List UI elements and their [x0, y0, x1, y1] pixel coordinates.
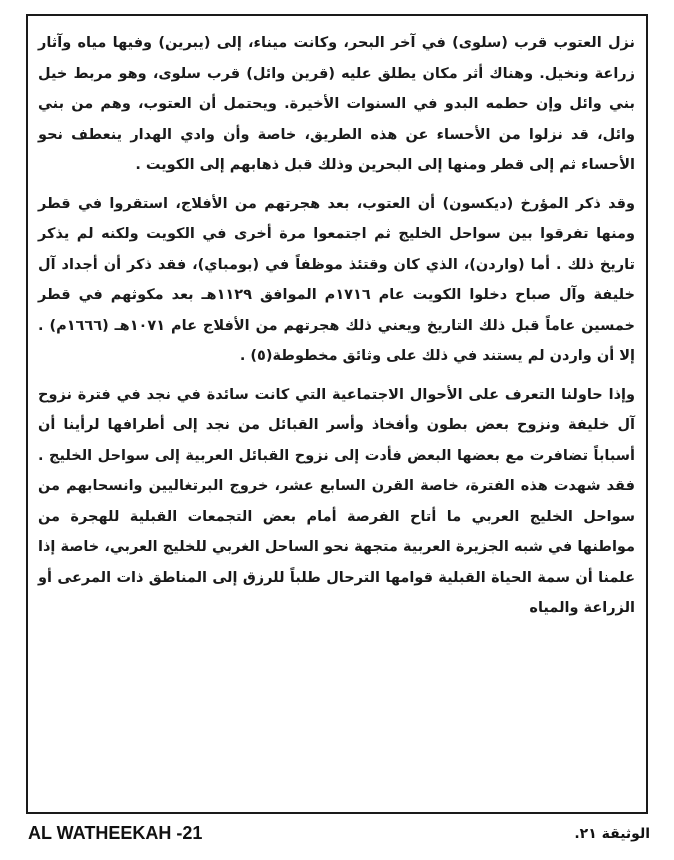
footer-english-title: AL WATHEEKAH -21: [28, 823, 203, 843]
paragraph-2: وقد ذكر المؤرخ (ديكسون) أن العتوب، بعد هجرتهم من الأفلاج، استقروا في قطر ومنها تفرقوا بين سواحل الخليج ثم اجتمعوا مرة أخرى في الكويت ولكنه لم يذكر تاريخ ذلك . أما (واردن)، الذي كان وقتئذ موظفاً في (بومباي)، فقد ذكر أن أجداد آل خليفة وآل صباح دخلوا الكويت عام ١٧١٦م الموافق ١١٢٩هـ بعد مكوثهم في قطر خمسين عاماً قبل ذلك التاريخ ويعني ذلك هجرتهم من الأفلاج عام ١٠٧١هـ (١٦٦٦م) . إلا أن واردن لم يستند في ذلك على وثائق مخطوطة(٥) .: [38, 195, 636, 364]
body-text: [38, 28, 635, 624]
footer-arabic-title: الوثيقة ٢١.: [574, 826, 650, 842]
paragraph-3: وإذا حاولنا التعرف على الأحوال الاجتماعية التي كانت سائدة في نجد في فترة نزوح آل خليفة ونزوح بعض بطون وأفخاذ وأسر القبائل من نجد إلى أطرافها لرأينا أن أسباباً تضافرت مع بعضها البعض فأدت إلى نزوح القبائل العربية إلى سواحل الخليج . فقد شهدت هذه الفترة، خاصة القرن السابع عشر، خروج البرتغاليين وانسحابهم من سواحل الخليج العربي ما أتاح الفرصة أمام بعض التجمعات القبلية للهجرة من مواطنها في شبه الجزيرة العربية متجهة نحو الساحل الغربي للخليج العربي، خاصة إذا علمنا أن سمة الحياة القبلية قوامها الترحال طلباً للرزق إلى المناطق ذات المرعى أو الزراعة والمياه: [38, 386, 635, 616]
paragraph-1: نزل العتوب قرب (سلوى) في آخر البحر، وكانت ميناء، إلى (يبرين) وفيها مياه وآثار زراعة ونخيل. وهناك أثر مكان يطلق عليه (قرين وائل) قرب سلوى، وهو مربط خيل بني وائل وإن حطمه البدو في السنوات الأخيرة. ويحتمل أن العتوب، وهم من بني وائل، قد نزلوا من الأحساء عن هذه الطريق، خاصة وأن وادي الهدار ينعطف نحو الأحساء ثم إلى قطر ومنها إلى البحرين وذلك قبل ذهابهم إلى الكويت .: [38, 35, 635, 173]
